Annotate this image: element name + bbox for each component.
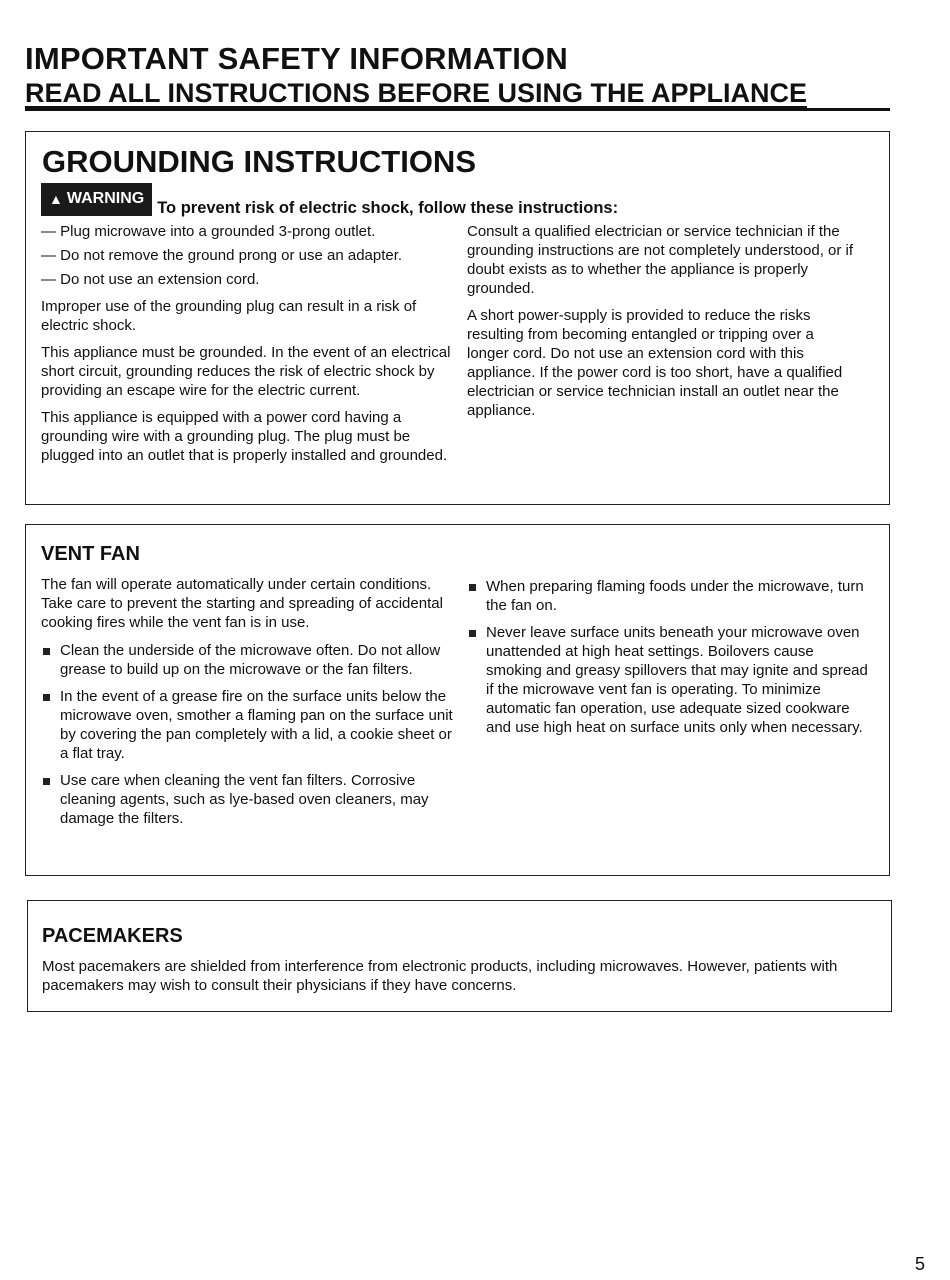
warning-triangle-icon: ▲ bbox=[49, 191, 63, 207]
dash-item: — Do not use an extension cord. bbox=[41, 271, 260, 288]
list-item: Use care when cleaning the vent fan filters. Corrosive cleaning agents, such as lye-based oven cleaners, may damage the filters. bbox=[41, 771, 461, 828]
vent-fan-left-column bbox=[41, 575, 461, 836]
paragraph: Consult a qualified electrician or service technician if the grounding instructions are not completely understood, or if doubt exists as to whether the appliance is properly grounded. bbox=[467, 223, 854, 297]
grounding-left-column bbox=[41, 222, 453, 473]
paragraph: This appliance must be grounded. In the event of an electrical short circuit, grounding reduces the risk of electric shock by providing an escape wire for the electric current. bbox=[41, 344, 451, 399]
paragraph: Improper use of the grounding plug can result in a risk of electric shock. bbox=[41, 298, 417, 334]
paragraph: The fan will operate automatically under certain conditions. Take care to prevent the starting and spreading of accidental cooking fires while the vent fan is in use. bbox=[41, 576, 443, 631]
warning-badge bbox=[41, 183, 152, 216]
pacemakers-section bbox=[27, 900, 892, 1012]
page-header bbox=[25, 42, 890, 110]
grounding-right-column bbox=[467, 222, 857, 428]
bullet-square-icon bbox=[469, 584, 476, 591]
list-item: Clean the underside of the microwave often. Do not allow grease to build up on the microwave or the fan filters. bbox=[41, 641, 461, 679]
vent-fan-section bbox=[25, 524, 890, 876]
vent-fan-title: VENT FAN bbox=[41, 543, 140, 565]
bullet-list bbox=[41, 641, 461, 828]
grounding-instructions-section bbox=[25, 131, 890, 505]
grounding-title: GROUNDING INSTRUCTIONS bbox=[42, 144, 476, 179]
pacemakers-title: PACEMAKERS bbox=[42, 925, 183, 947]
paragraph: This appliance is equipped with a power cord having a grounding wire with a grounding plug. The plug must be plugged into an outlet that is properly installed and grounded. bbox=[41, 409, 448, 464]
page-subtitle: READ ALL INSTRUCTIONS BEFORE USING THE APPLIANCE bbox=[25, 78, 808, 108]
list-item: Never leave surface units beneath your microwave oven unattended at high heat settings. Boilovers cause smoking and greasy spillovers that may ignite and spread if the microwave vent fan is operating. To minimize automatic fan operation, use adequate sized cookware and use high heat on surface units only when necessary. bbox=[467, 623, 872, 737]
list-item: In the event of a grease fire on the surface units below the microwave oven, smother a flaming pan on the surface unit by covering the pan completely with a lid, a cookie sheet or a flat tray. bbox=[41, 687, 461, 763]
bullet-square-icon bbox=[469, 630, 476, 637]
bullet-square-icon bbox=[43, 778, 50, 785]
page-number: 5 bbox=[914, 1254, 925, 1274]
pacemakers-text: Most pacemakers are shielded from interference from electronic products, including microwaves. However, patients with pacemakers may wish to consult their physicians if they have concerns. bbox=[42, 958, 838, 994]
list-item: When preparing flaming foods under the microwave, turn the fan on. bbox=[467, 577, 872, 615]
warning-text: To prevent risk of electric shock, follow these instructions: bbox=[157, 199, 619, 217]
bullet-square-icon bbox=[43, 648, 50, 655]
page-title: IMPORTANT SAFETY INFORMATION bbox=[25, 41, 568, 76]
dash-item: — Do not remove the ground prong or use an adapter. bbox=[41, 247, 403, 264]
header-rule bbox=[25, 108, 890, 111]
warning-row bbox=[41, 183, 618, 216]
paragraph: A short power-supply is provided to reduce the risks resulting from becoming entangled or tripping over a longer cord. Do not use an extension cord with this appliance. If the power cord is too short, have a qualified electrician or service technician install an outlet near the appliance. bbox=[467, 307, 843, 419]
vent-fan-right-column bbox=[467, 577, 872, 745]
dash-item: — Plug microwave into a grounded 3-prong outlet. bbox=[41, 223, 376, 240]
bullet-list bbox=[467, 577, 872, 737]
bullet-square-icon bbox=[43, 694, 50, 701]
warning-label: WARNING bbox=[66, 190, 145, 207]
